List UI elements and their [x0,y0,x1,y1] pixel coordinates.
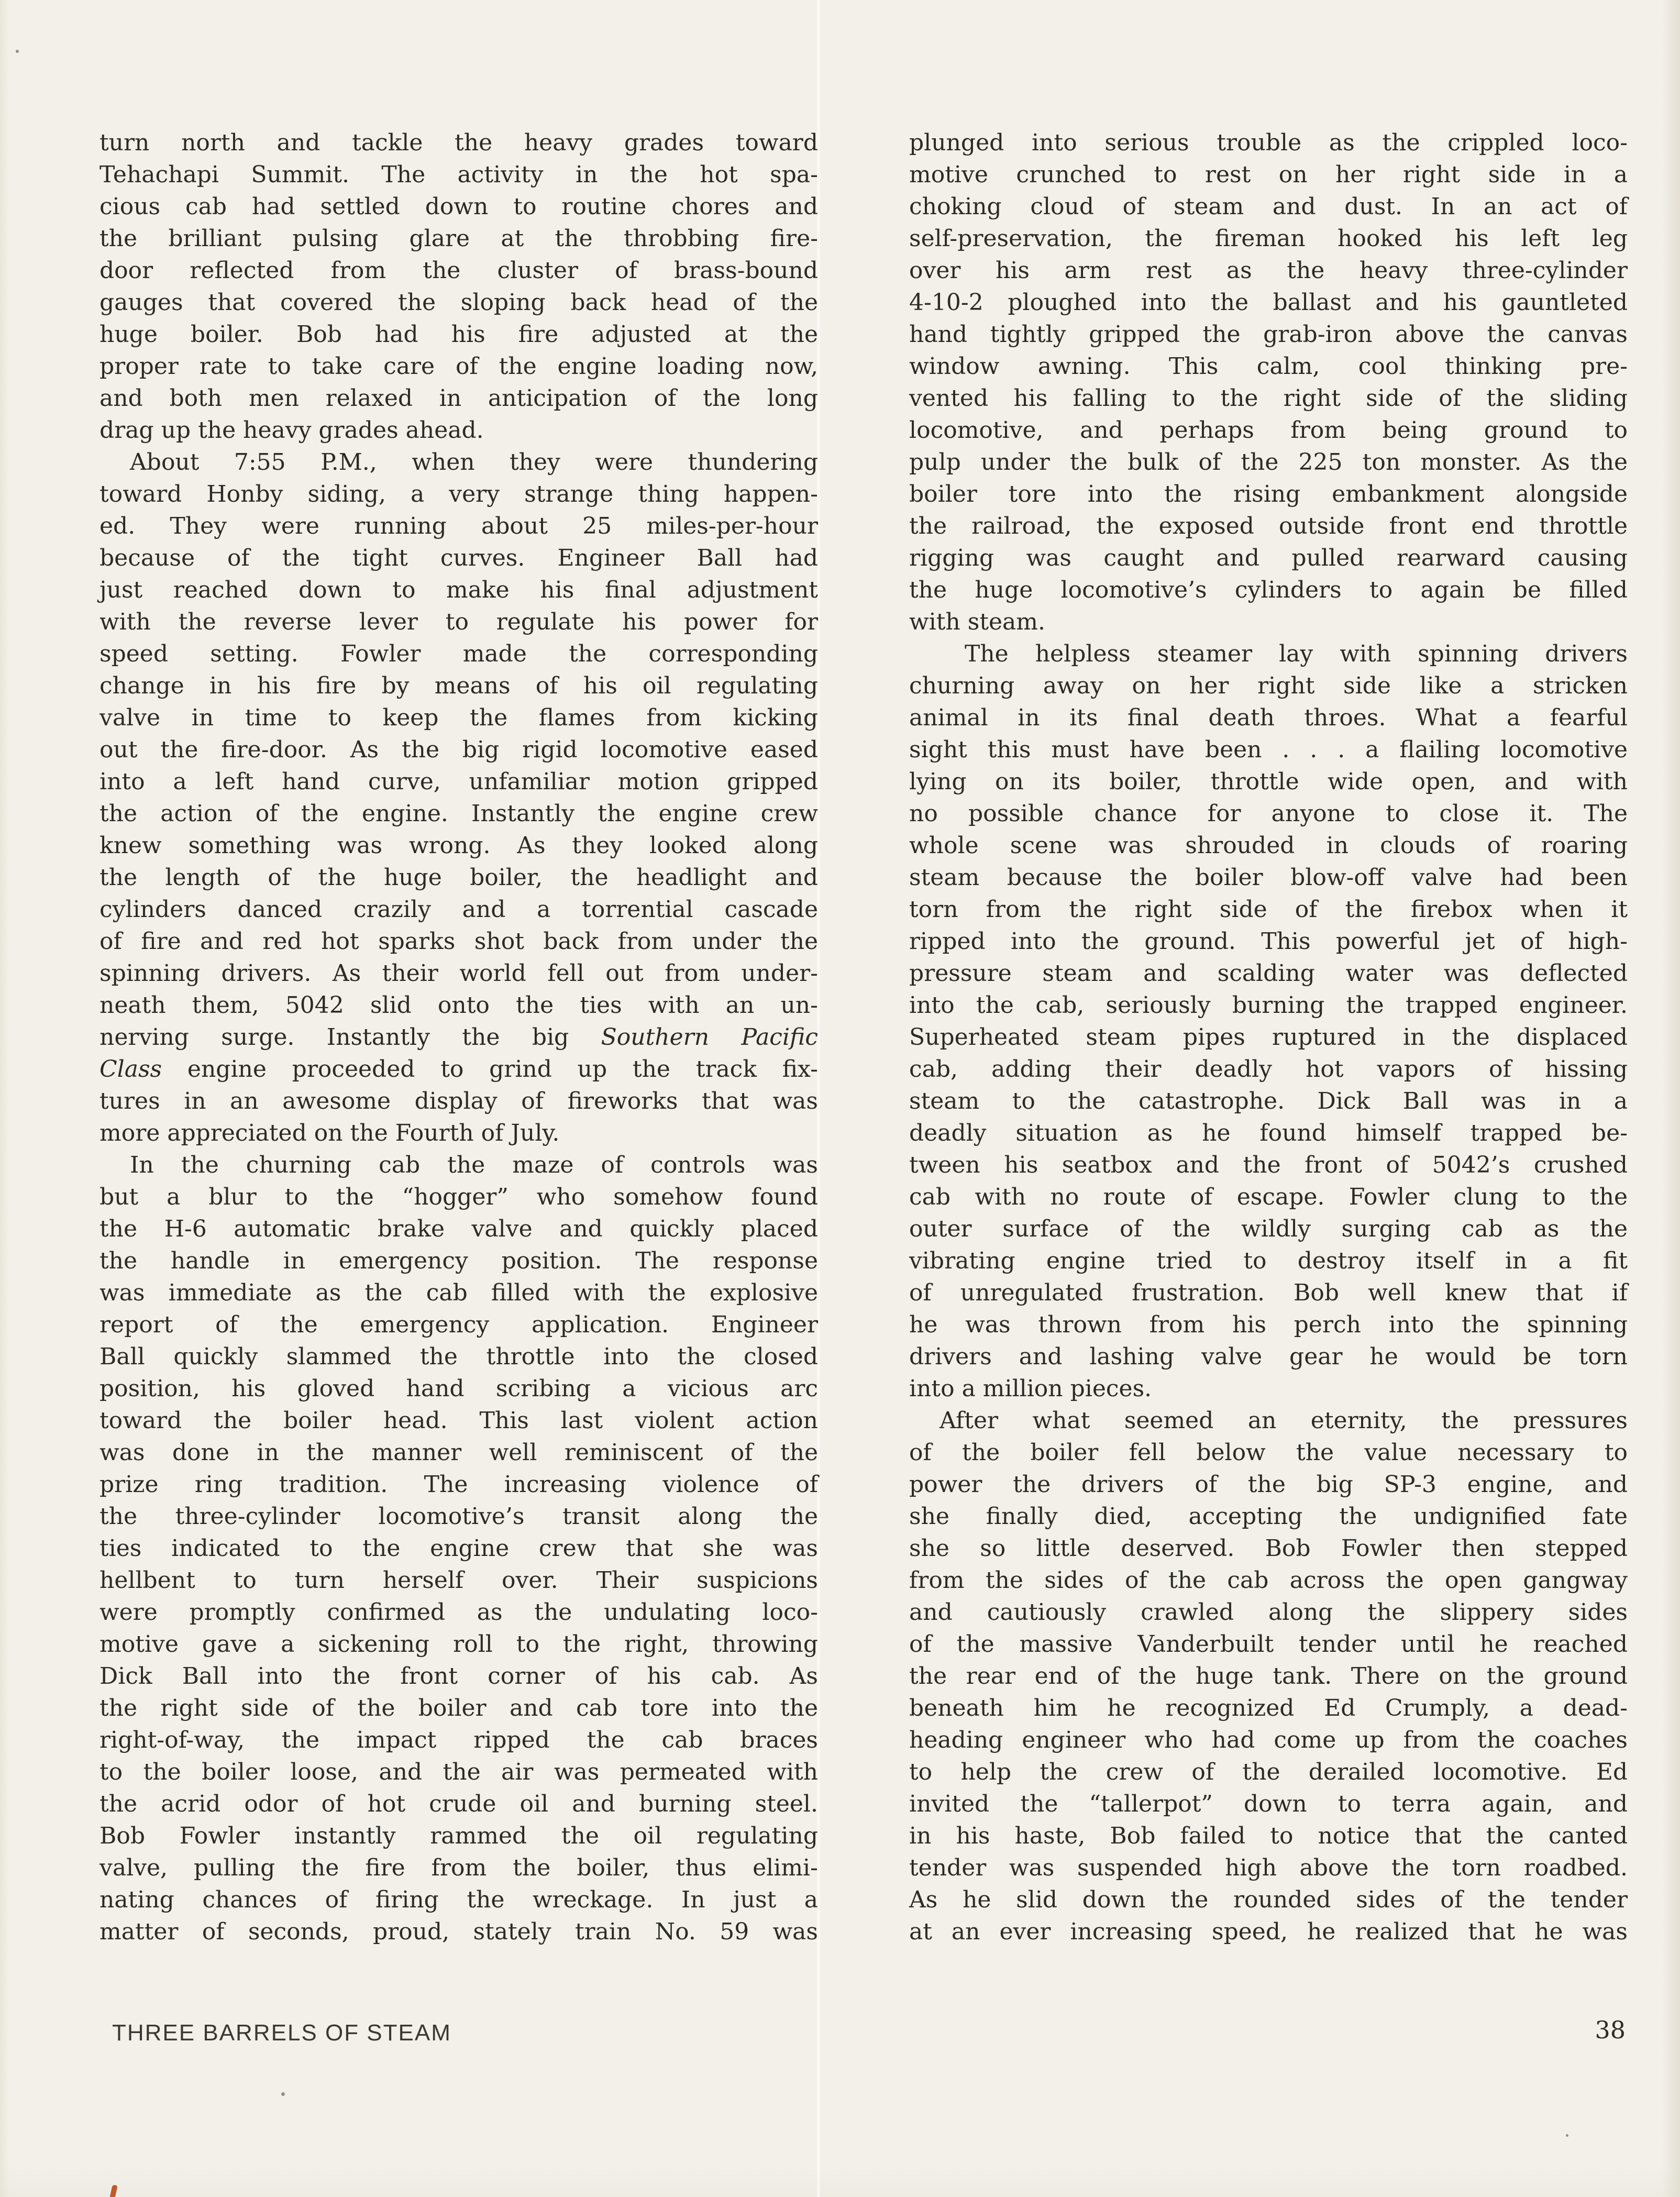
text-line: because of the tight curves. Engineer Ball had [100,545,818,571]
text-line: spinning drivers. As their world fell out from under- [100,960,818,987]
text-line: she so little deserved. Bob Fowler then stepped [909,1535,1628,1562]
text-line: the H-6 automatic brake valve and quickly placed [100,1216,818,1242]
running-footer-title: THREE BARRELS OF STEAM [112,2020,451,2046]
paragraph [100,1149,818,1948]
text-line: the railroad, the exposed outside front end throttle [909,513,1628,539]
page-number: 38 [1595,2016,1626,2044]
text-line: speed setting. Fowler made the corresponding [100,641,818,667]
text-line: the action of the engine. Instantly the engine crew [100,800,818,827]
text-line: and cautiously crawled along the slippery sides [909,1599,1628,1626]
text-line: self-preservation, the fireman hooked his left leg [909,225,1628,252]
text-line: vented his falling to the right side of the sliding [909,385,1628,412]
text-line: door reflected from the cluster of brass-bound [100,257,818,284]
text-line: motive crunched to rest on her right side in a [909,161,1628,188]
text-line: toward the boiler head. This last violent action [100,1407,818,1434]
text-line: of fire and red hot sparks shot back from under the [100,928,818,955]
text-line: hand tightly gripped the grab-iron above the canvas [909,321,1628,348]
text-line: plunged into serious trouble as the crippled loco- [909,129,1628,156]
red-ink-mark [109,2184,117,2197]
text-line: turn north and tackle the heavy grades toward [100,129,818,156]
text-line: motive gave a sickening roll to the right, throwing [100,1631,818,1658]
scan-speck [16,50,19,53]
text-line: outer surface of the wildly surging cab as the [909,1216,1628,1242]
text-line: at an ever increasing speed, he realized that he was [909,1918,1628,1945]
paragraph [100,446,818,1149]
text-line: with the reverse lever to regulate his power for [100,609,818,635]
text-line: neath them, 5042 slid onto the ties with an un- [100,992,818,1019]
text-line: whole scene was shrouded in clouds of roaring [909,832,1628,859]
text-line: valve in time to keep the flames from kicking [100,704,818,731]
text-line: steam because the boiler blow-off valve had been [909,864,1628,891]
text-line: nating chances of firing the wreckage. In just a [100,1886,818,1913]
text-line: ties indicated to the engine crew that she was [100,1535,818,1562]
text-line: Dick Ball into the front corner of his cab. As [100,1663,818,1690]
text-line: change in his fire by means of his oil regulating [100,672,818,699]
text-line: steam to the catastrophe. Dick Ball was in a [909,1088,1628,1114]
text-line: heading engineer who had come up from the coaches [909,1727,1628,1753]
text-line: gauges that covered the sloping back head of the [100,289,818,316]
text-line: right-of-way, the impact ripped the cab braces [100,1727,818,1753]
text-line: valve, pulling the fire from the boiler, thus elimi- [100,1854,818,1881]
text-line: the huge locomotive’s cylinders to again be filled [909,577,1628,603]
paragraph [909,127,1628,638]
text-line: Superheated steam pipes ruptured in the displaced [909,1024,1628,1051]
text-line: matter of seconds, proud, stately train No. 59 was [100,1918,818,1945]
text-line: boiler tore into the rising embankment alongside [909,481,1628,507]
text-line: in his haste, Bob failed to notice that the canted [909,1823,1628,1849]
text-line: report of the emergency application. Engineer [100,1311,818,1338]
text-line: was done in the manner well reminiscent of the [100,1439,818,1466]
text-line: drag up the heavy grades ahead. [100,417,484,444]
text-line: the handle in emergency position. The response [100,1247,818,1274]
text-line: the length of the huge boiler, the headlight and [100,864,818,891]
scan-speck [281,2092,285,2096]
text-line: cylinders danced crazily and a torrential cascade [100,896,818,923]
text-line: pressure steam and scalding water was deflected [909,960,1628,987]
text-line: locomotive, and perhaps from being ground to [909,417,1628,444]
text-line: into the cab, seriously burning the trapped engineer. [909,992,1628,1019]
text-line: In the churning cab the maze of controls was [130,1152,818,1178]
text-line: and both men relaxed in anticipation of the long [100,385,818,412]
text-line: Tehachapi Summit. The activity in the hot spa- [100,161,818,188]
text-line: no possible chance for anyone to close it. The [909,800,1628,827]
text-line: into a million pieces. [909,1375,1152,1402]
text-line: of unregulated frustration. Bob well knew that if [909,1279,1628,1306]
paragraph [909,638,1628,1405]
text-line: to help the crew of the derailed locomotive. Ed [909,1759,1628,1785]
text-line: torn from the right side of the firebox when it [909,896,1628,923]
text-line: tender was suspended high above the torn roadbed. [909,1854,1628,1881]
column-left [100,127,818,1948]
text-line: was immediate as the cab filled with the explosive [100,1279,818,1306]
text-line: Class engine proceeded to grind up the track fix- [100,1056,818,1083]
text-line: more appreciated on the Fourth of July. [100,1120,560,1146]
text-line: prize ring tradition. The increasing violence of [100,1471,818,1498]
text-line: cious cab had settled down to routine chores and [100,193,818,220]
text-line: knew something was wrong. As they looked along [100,832,818,859]
text-line: beneath him he recognized Ed Crumply, a dead- [909,1695,1628,1721]
text-line: cab with no route of escape. Fowler clung to the [909,1184,1628,1210]
text-line: just reached down to make his final adjustment [100,577,818,603]
scan-speck [1566,2134,1568,2137]
text-line: The helpless steamer lay with spinning drivers [965,641,1628,667]
text-line: ripped into the ground. This powerful jet of high- [909,928,1628,955]
text-line: window awning. This calm, cool thinking pre- [909,353,1628,380]
text-line: nerving surge. Instantly the big Southern Pacific [100,1024,819,1051]
text-line: tween his seatbox and the front of 5042’s crushed [909,1152,1628,1178]
text-line: with steam. [909,609,1045,635]
text-line: the brilliant pulsing glare at the throbbing fire- [100,225,818,252]
text-line: cab, adding their deadly hot vapors of hissing [909,1056,1628,1083]
paragraph [100,127,818,446]
text-line: of the massive Vanderbuilt tender until he reached [909,1631,1628,1658]
text-line: Ball quickly slammed the throttle into the closed [100,1343,818,1370]
text-line: into a left hand curve, unfamiliar motion gripped [100,768,818,795]
text-line: the acrid odor of hot crude oil and burning steel. [100,1791,818,1817]
text-line: toward Honby siding, a very strange thing happen- [100,481,818,507]
text-line: the three-cylinder locomotive’s transit along the [100,1503,818,1530]
text-line: he was thrown from his perch into the spinning [909,1311,1628,1338]
text-line: After what seemed an eternity, the pressures [940,1407,1628,1434]
paragraph [909,1405,1628,1948]
text-line: pulp under the bulk of the 225 ton monster. As the [909,449,1628,476]
text-line: drivers and lashing valve gear he would be torn [909,1343,1628,1370]
text-line: deadly situation as he found himself trapped be- [909,1120,1628,1146]
text-line: About 7:55 P.M., when they were thundering [130,449,818,476]
text-line: hellbent to turn herself over. Their suspicions [100,1567,818,1594]
text-line: of the boiler fell below the value necessary to [909,1439,1628,1466]
text-line: ed. They were running about 25 miles-per-hour [100,513,818,539]
text-line: from the sides of the cab across the open gangway [909,1567,1628,1594]
text-line: power the drivers of the big SP-3 engine, and [909,1471,1628,1498]
text-line: 4-10-2 ploughed into the ballast and his gauntleted [909,289,1628,316]
text-line: position, his gloved hand scribing a vicious arc [100,1375,818,1402]
text-line: choking cloud of steam and dust. In an act of [909,193,1628,220]
text-line: but a blur to the “hogger” who somehow found [100,1184,818,1210]
text-line: sight this must have been . . . a flailing locomotive [909,736,1628,763]
text-line: As he slid down the rounded sides of the tender [909,1886,1628,1913]
text-line: over his arm rest as the heavy three-cylinder [909,257,1628,284]
text-line: were promptly confirmed as the undulating loco- [100,1599,818,1626]
text-line: vibrating engine tried to destroy itself in a fit [909,1247,1628,1274]
column-right [909,127,1628,1948]
text-line: proper rate to take care of the engine loading now, [100,353,818,380]
text-line: invited the “tallerpot” down to terra again, and [909,1791,1628,1817]
text-line: tures in an awesome display of fireworks that was [100,1088,818,1114]
text-line: out the fire-door. As the big rigid locomotive eased [100,736,818,763]
text-line: the right side of the boiler and cab tore into the [100,1695,818,1721]
text-line: the rear end of the huge tank. There on the ground [909,1663,1628,1690]
text-line: huge boiler. Bob had his fire adjusted at the [100,321,818,348]
text-line: to the boiler loose, and the air was permeated with [100,1759,818,1785]
text-line: churning away on her right side like a stricken [909,672,1628,699]
text-line: Bob Fowler instantly rammed the oil regulating [100,1823,818,1849]
text-line: rigging was caught and pulled rearward causing [909,545,1628,571]
text-line: lying on its boiler, throttle wide open, and with [909,768,1628,795]
text-line: animal in its final death throes. What a fearful [909,704,1628,731]
text-line: she finally died, accepting the undignified fate [909,1503,1628,1530]
